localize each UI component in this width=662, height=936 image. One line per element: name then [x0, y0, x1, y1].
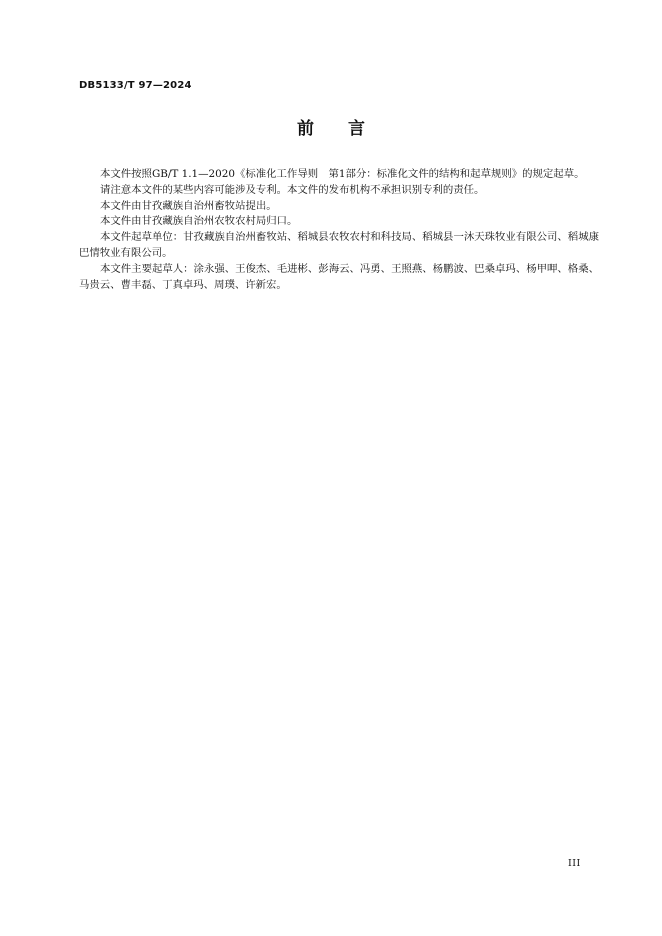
- paragraph-patent-notice: 请注意本文件的某些内容可能涉及专利。本文件的发布机构不承担识别专利的责任。: [100, 183, 485, 196]
- title-char-1: 前: [297, 119, 314, 139]
- paragraph-proposer: 本文件由甘孜藏族自治州畜牧站提出。: [100, 199, 277, 212]
- paragraph-drafters: 本文件主要起草人：涂永强、王俊杰、毛进彬、彭海云、冯勇、王照燕、杨鹏波、巴桑卓玛、杨甲呷、格桑、马贵云、曹丰磊、丁真卓玛、周璞、许新宏。: [79, 262, 599, 291]
- paragraph-drafting-basis: 本文件按照GB/T 1.1—2020《标准化工作导则 第1部分：标准化文件的结构和起草规则》的规定起草。: [100, 168, 585, 180]
- title-char-2: 言: [348, 119, 365, 139]
- paragraph-drafting-units: 本文件起草单位：甘孜藏族自治州畜牧站、稻城县农牧农村和科技局、稻城县一沐天珠牧业有限公司、稻城康巴情牧业有限公司。: [79, 231, 599, 259]
- foreword-body: [79, 167, 599, 293]
- document-code: DB5133/T 97—2024: [79, 80, 192, 91]
- paragraph-centralized-unit: 本文件由甘孜藏族自治州农牧农村局归口。: [100, 215, 298, 228]
- page-number: III: [568, 858, 581, 869]
- page-title: [0, 114, 662, 139]
